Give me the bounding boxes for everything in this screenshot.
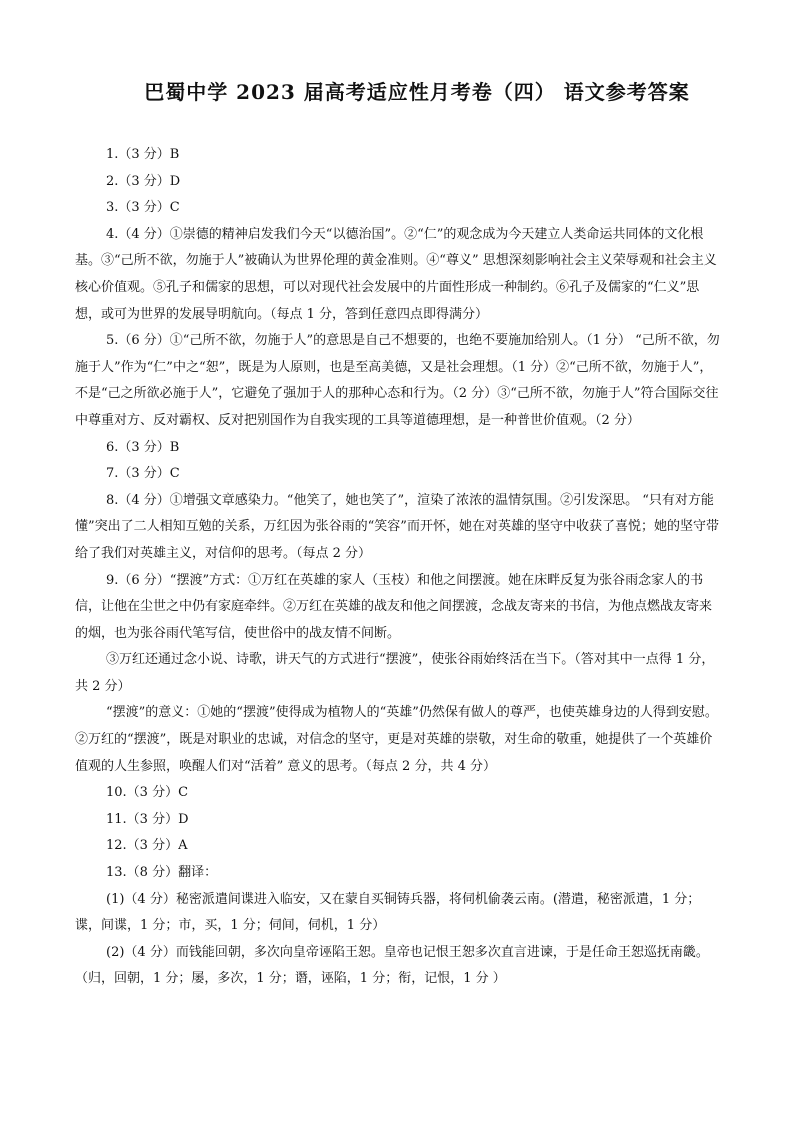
answer-item: 8.（4 分）①增强文章感染力。“他笑了，她也笑了”，渲染了浓浓的温情氛围。②引发深思。 “只有对方能懂”突出了二人相知互勉的关系，万红因为张谷雨的“笑容”而开怀，她在对英雄的坚守中收获了喜悦；她的坚守带给了我们对英雄主义，对信仰的思考。（每点 2 分） <box>75 492 719 561</box>
answer-item: 5.（6 分）①“己所不欲，勿施于人”的意思是自己不想要的，也绝不要施加给别人。（1 分） “己所不欲，勿施于人”作为“仁”中之“恕”，既是为人原则，也是至高美德，又是社会理想。（1 分）②“己所不欲，勿施于人”，不是“己之所欲必施于人”，它避免了强加于人的那种心态和行为。（2 分）③“己所不欲，勿施于人”符合国际交往中尊重对方、反对霸权、反对把别国作为自我实现的工具等道德理想，是一种普世价值观。（2 分） <box>75 333 720 428</box>
answer-item: 9.（6 分）“摆渡”方式：①万红在英雄的家人（玉枝）和他之间摆渡。她在床畔反复为张谷雨念家人的书信，让他在尘世之中仍有家庭牵绊。②万红在英雄的战友和他之间摆渡，念战友寄来的书信，为他点燃战友寄来的烟，也为张谷雨代笔写信，使世俗中的战友情不间断。 <box>75 572 713 641</box>
answer-item: 11.（3 分）D <box>106 811 189 827</box>
answer-item: 13.（8 分）翻译： <box>106 865 218 881</box>
answer-item: (1)（4 分）秘密派遣间谍进入临安，又在蒙自买铜铸兵器，将伺机偷袭云南。(潜遣，秘密派遣，1 分；谍，间谍，1 分；市，买，1 分；伺间，伺机，1 分） <box>75 891 701 934</box>
answer-item: 7.（3 分）C <box>106 466 180 482</box>
answer-item: “摆渡”的意义：①她的“摆渡”使得成为植物人的“英雄”仍然保有做人的尊严，也使英雄身边的人得到安慰。②万红的“摆渡”，既是对职业的忠诚，对信念的坚守，更是对英雄的崇敬，对生命的敬重，她提供了一个英雄价值观的人生参照，唤醒人们对“活着” 意义的思考。（每点 2 分，共 4 分） <box>75 705 718 774</box>
answer-item: 2.（3 分）D <box>106 173 181 189</box>
answer-item: 3.（3 分）C <box>106 200 180 216</box>
answer-body <box>75 142 723 993</box>
answer-item: (2)（4 分）而钱能回朝，多次向皇帝诬陷王恕。皇帝也记恨王恕多次直言进谏，于是任命王恕巡抚南畿。（归，回朝，1 分；屡，多次，1 分；谮，诬陷，1 分；衔，记恨，1 分 ） <box>75 944 709 987</box>
page-title: 巴蜀中学 2023 届高考适应性月考卷（四） 语文参考答案 <box>144 80 690 104</box>
answer-item: 12.（3 分）A <box>106 838 188 854</box>
answer-item: 10.（3 分）C <box>106 785 189 801</box>
answer-item: ③万红还通过念小说、诗歌，讲天气的方式进行“摆渡”，使张谷雨始终活在当下。（答对其中一点得 1 分，共 2 分） <box>75 652 715 694</box>
answer-item: 6.（3 分）B <box>106 439 180 455</box>
answer-item: 1.（3 分）B <box>106 147 180 162</box>
answer-item: 4.（4 分）①崇德的精神启发我们今天“以德治国”。②“仁”的观念成为今天建立人类命运共同体的文化根基。③“己所不欲，勿施于人”被确认为世界伦理的黄金准则。④“尊义” 思想深刻影响社会主义荣辱观和社会主义核心价值观。⑤孔子和儒家的思想，可以对现代社会发展中的片面性形成一种制约。⑥孔子及儒家的“仁义”思想，或可为世界的发展导明航向。（每点 1 分，答到任意四点即得满分） <box>75 226 717 322</box>
